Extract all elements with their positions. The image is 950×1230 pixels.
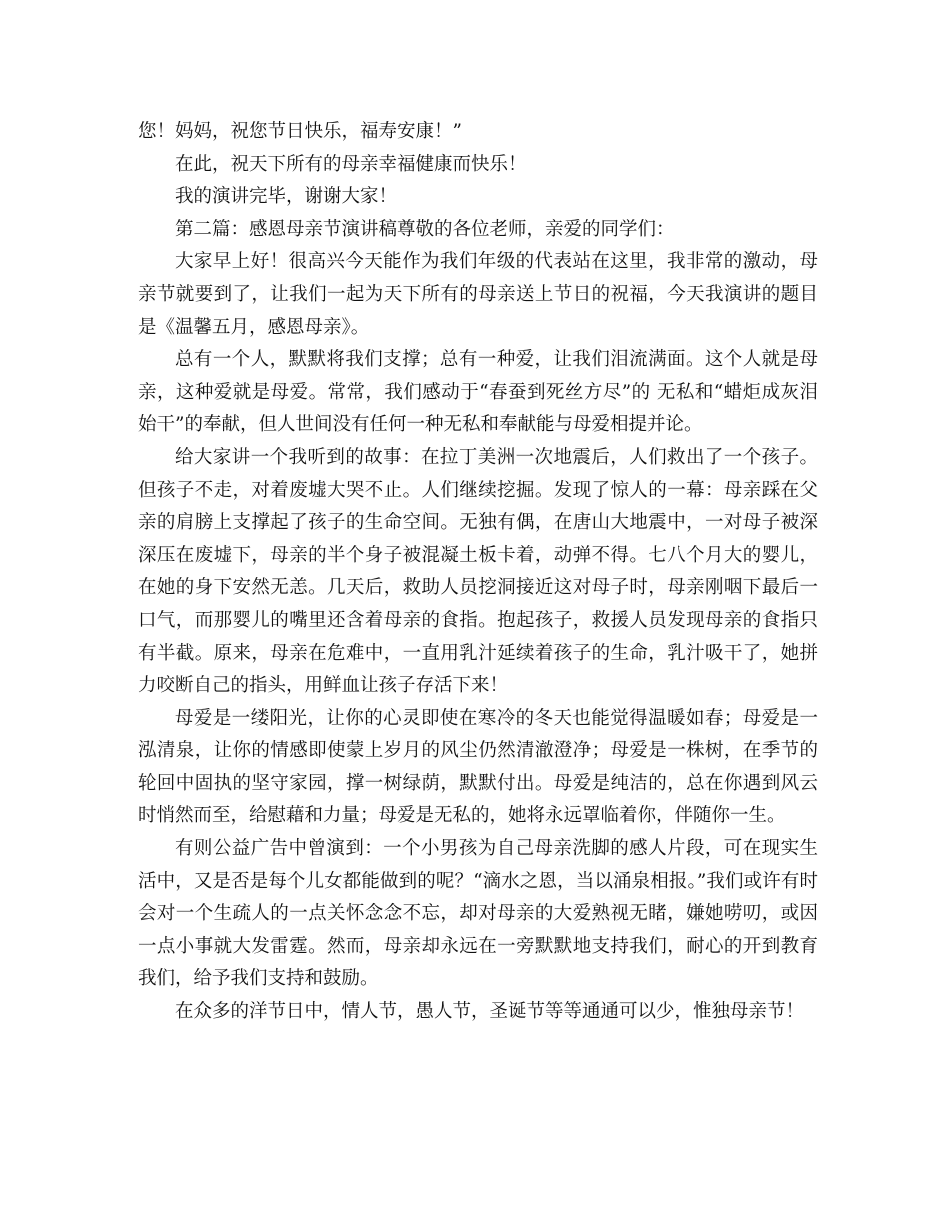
paragraph-7: 给大家讲一个我听到的故事：在拉丁美洲一次地震后，人们救出了一个孩子。但孩子不走，对着废墟大哭不止。人们继续挖掘。发现了惊人的一幕：母亲踩在父亲的肩膀上支撑起了孩子的生命空间。无独有偶，在唐山大地震中，一对母子被深深压在废墟下，母亲的半个身子被混凝土板卡着，动弹不得。七八个月大的婴儿，在她的身下安然无恙。几天后，救助人员挖洞接近这对母子时，母亲刚咽下最后一口气，而那婴儿的嘴里还含着母亲的食指。抱起孩子，救援人员发现母亲的食指只有半截。原来，母亲在危难中，一直用乳汁延续着孩子的生命，乳汁吸干了，她拼力咬断自己的指头，用鲜血让孩子存活下来！ <box>138 446 818 697</box>
paragraph-8: 母爱是一缕阳光，让你的心灵即使在寒冷的冬天也能觉得温暖如春；母爱是一泓清泉，让你的情感即使蒙上岁月的风尘仍然清澈澄净；母爱是一株树，在季节的轮回中固执的坚守家园，撑一树绿荫，默默付出。母爱是纯洁的，总在你遇到风云时悄然而至，给慰藉和力量；母爱是无私的，她将永远罩临着你，伴随你一生。 <box>138 707 818 827</box>
paragraph-10: 在众多的洋节日中，情人节，愚人节，圣诞节等等通通可以少，惟独母亲节！ <box>175 1001 805 1023</box>
paragraph-5: 大家早上好！很高兴今天能作为我们年级的代表站在这里，我非常的激动，母亲节就要到了，让我们一起为天下所有的母亲送上节日的祝福，今天我演讲的题目是《温馨五月，感恩母亲》。 <box>138 251 818 338</box>
paragraph-6: 总有一个人，默默将我们支撑；总有一种爱，让我们泪流满面。这个人就是母亲，这种爱就是母爱。常常，我们感动于“春蚕到死丝方尽”的 无私和“蜡炬成灰泪始干”的奉献，但人世间没有任何一种无私和奉献能与母爱相提并论。 <box>138 349 818 436</box>
paragraph-9: 有则公益广告中曾演到：一个小男孩为自己母亲洗脚的感人片段，可在现实生活中，又是否是每个儿女都能做到的呢？“滴水之恩，当以涌泉相报。”我们或许有时会对一个生疏人的一点关怀念念不忘，却对母亲的大爱熟视无睹，嫌她唠叨，或因一点小事就大发雷霆。然而，母亲却永远在一旁默默地支持我们，耐心的开到教育我们，给予我们支持和鼓励。 <box>138 838 818 990</box>
paragraph-1: 您！妈妈，祝您节日快乐，福寿安康！” <box>138 121 462 142</box>
paragraph-3: 我的演讲完毕，谢谢大家！ <box>175 186 398 208</box>
paragraph-4: 第二篇：感恩母亲节演讲稿尊敬的各位老师，亲爱的同学们： <box>175 218 675 240</box>
document-body <box>138 116 818 1029</box>
paragraph-2: 在此，祝天下所有的母亲幸福健康而快乐！ <box>175 153 527 175</box>
